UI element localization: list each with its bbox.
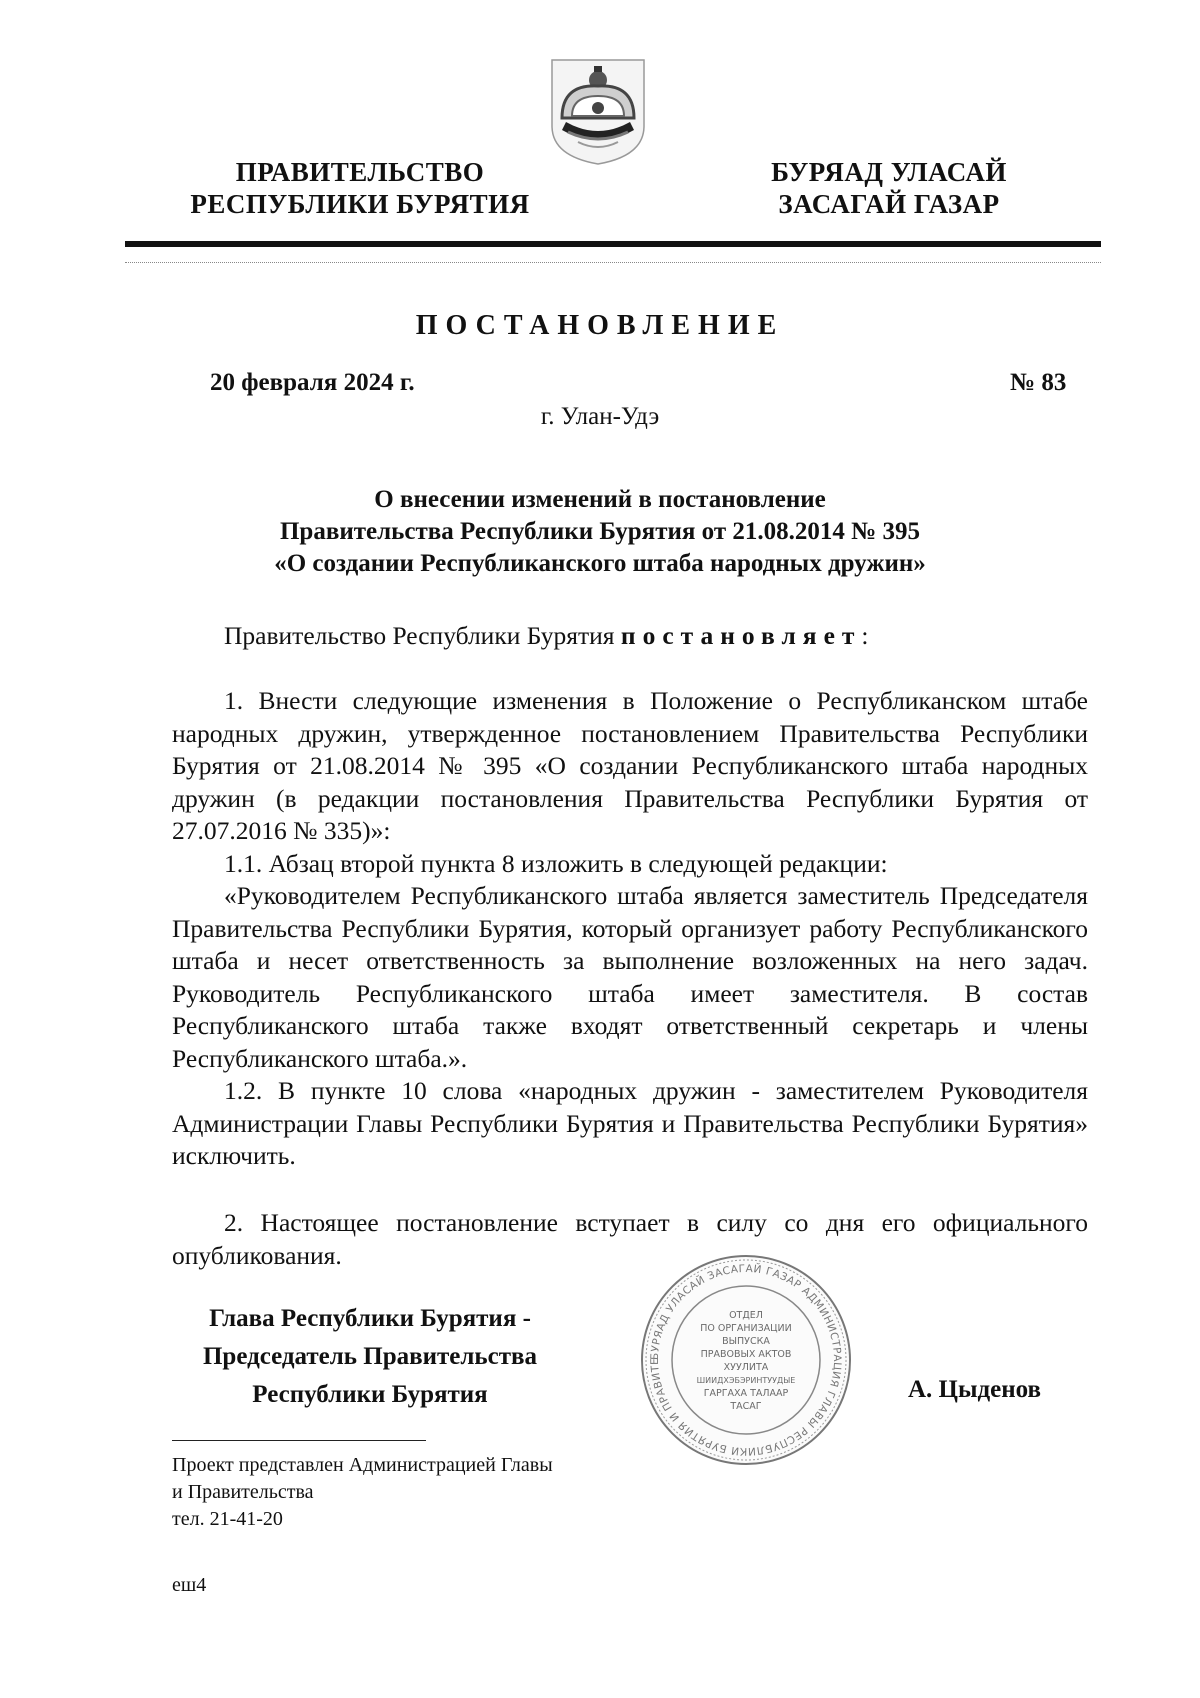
preamble-paragraph [172, 620, 1088, 653]
subject-line1: О внесении изменений в постановление [374, 486, 826, 513]
signature-position [170, 1300, 570, 1414]
header-divider-thin [125, 262, 1101, 263]
document-number: № 83 [1010, 369, 1067, 396]
stamp-line8: ТАСАГ [730, 1401, 762, 1412]
signature-position-line2: Председатель Правительства [202, 1343, 538, 1370]
official-stamp [638, 1252, 854, 1468]
clause-1: 1. Внести следующие изменения в Положение о Республиканском штабе народных дружин, утвержденное постановлением Правительства Республики Бурятия от 21.08.2014 № 395 «О создании Республиканского штаба народных дружин (в редакции постановления Правительства Республики Бурятия от 27.07.2016 № 335)»: [172, 686, 1088, 845]
signatory-name: А. Цыденов [908, 1376, 1042, 1403]
footer-note [172, 1452, 553, 1533]
stamp-line7: ГАРГАХА ТАЛААР [703, 1388, 789, 1399]
preamble-text: Правительство Республики Бурятия [224, 621, 615, 650]
footer-line1: Проект представлен Администрацией Главы [172, 1454, 553, 1476]
footer-line2: и Правительства [172, 1481, 314, 1503]
header-left-line2: РЕСПУБЛИКИ БУРЯТИЯ [190, 189, 530, 219]
footer-divider [172, 1440, 426, 1441]
stamp-line2: ПО ОРГАНИЗАЦИИ [700, 1323, 792, 1334]
clause-1-1-quote: «Руководителем Республиканского штаба является заместитель Председателя Правительства Республики Бурятия, который организует работу Республиканского штаба и несет ответственность за выполнение возложенных на него задач. Руководитель Республиканского штаба имеет заместителя. В состав Республиканского штаба также входят ответственный секретарь и члены Республиканского штаба.». [172, 881, 1088, 1073]
body-clauses [172, 685, 1088, 1173]
header-right-line2: ЗАСАГАЙ ГАЗАР [778, 189, 1000, 219]
stamp-line3: ВЫПУСКА [722, 1336, 770, 1347]
header-right [734, 156, 1044, 220]
document-city: г. Улан-Удэ [540, 403, 660, 430]
signature-position-line1: Глава Республики Бурятия - [209, 1305, 531, 1332]
stamp-line6: ШИИДХЭБЭРИНТУУДЫЕ [696, 1376, 796, 1385]
document-code: еш4 [172, 1574, 207, 1596]
footer-line3: тел. 21-41-20 [172, 1508, 283, 1530]
body-clause-2 [172, 1207, 1088, 1272]
subject-line2: Правительства Республики Бурятия от 21.08.2014 № 395 [279, 518, 920, 545]
clause-1-1: 1.1. Абзац второй пункта 8 изложить в следующей редакции: [224, 848, 888, 878]
stamp-line5: ХУУЛИТА [723, 1362, 769, 1373]
coat-of-arms-emblem [548, 56, 648, 168]
signature-position-line3: Республики Бурятия [252, 1381, 488, 1408]
header-right-line1: БУРЯАД УЛАСАЙ [771, 157, 1007, 187]
stamp-line1: ОТДЕЛ [729, 1310, 763, 1321]
header-left-line1: ПРАВИТЕЛЬСТВО [235, 157, 485, 187]
document-date: 20 февраля 2024 г. [210, 369, 415, 396]
document-title: ПОСТАНОВЛЕНИЕ [415, 310, 785, 341]
subject-line3: «О создании Республиканского штаба народных дружин» [274, 550, 926, 577]
preamble [172, 620, 1088, 653]
clause-1-2: 1.2. В пункте 10 слова «народных дружин - заместителем Руководителя Администрации Главы Республики Бурятия и Правительства Республики Бурятия» исключить. [172, 1076, 1088, 1170]
header-divider-thick [125, 241, 1101, 247]
stamp-ring-text: БУРЯАД УЛАСАЙ ЗАСАГАЙ ГАЗАР АДМИНИСТРАЦИЯ ГЛАВЫ РЕСПУБЛИКИ БУРЯТИЯ И ПРАВИТЕ [648, 1262, 844, 1458]
clause-2: 2. Настоящее постановление вступает в силу со дня его официального опубликования. [172, 1208, 1088, 1270]
preamble-colon: : [861, 621, 869, 650]
document-subject [150, 484, 1050, 580]
preamble-decree-word: постановляет [620, 621, 862, 650]
header-left [170, 156, 550, 220]
stamp-line4: ПРАВОВЫХ АКТОВ [700, 1349, 792, 1360]
